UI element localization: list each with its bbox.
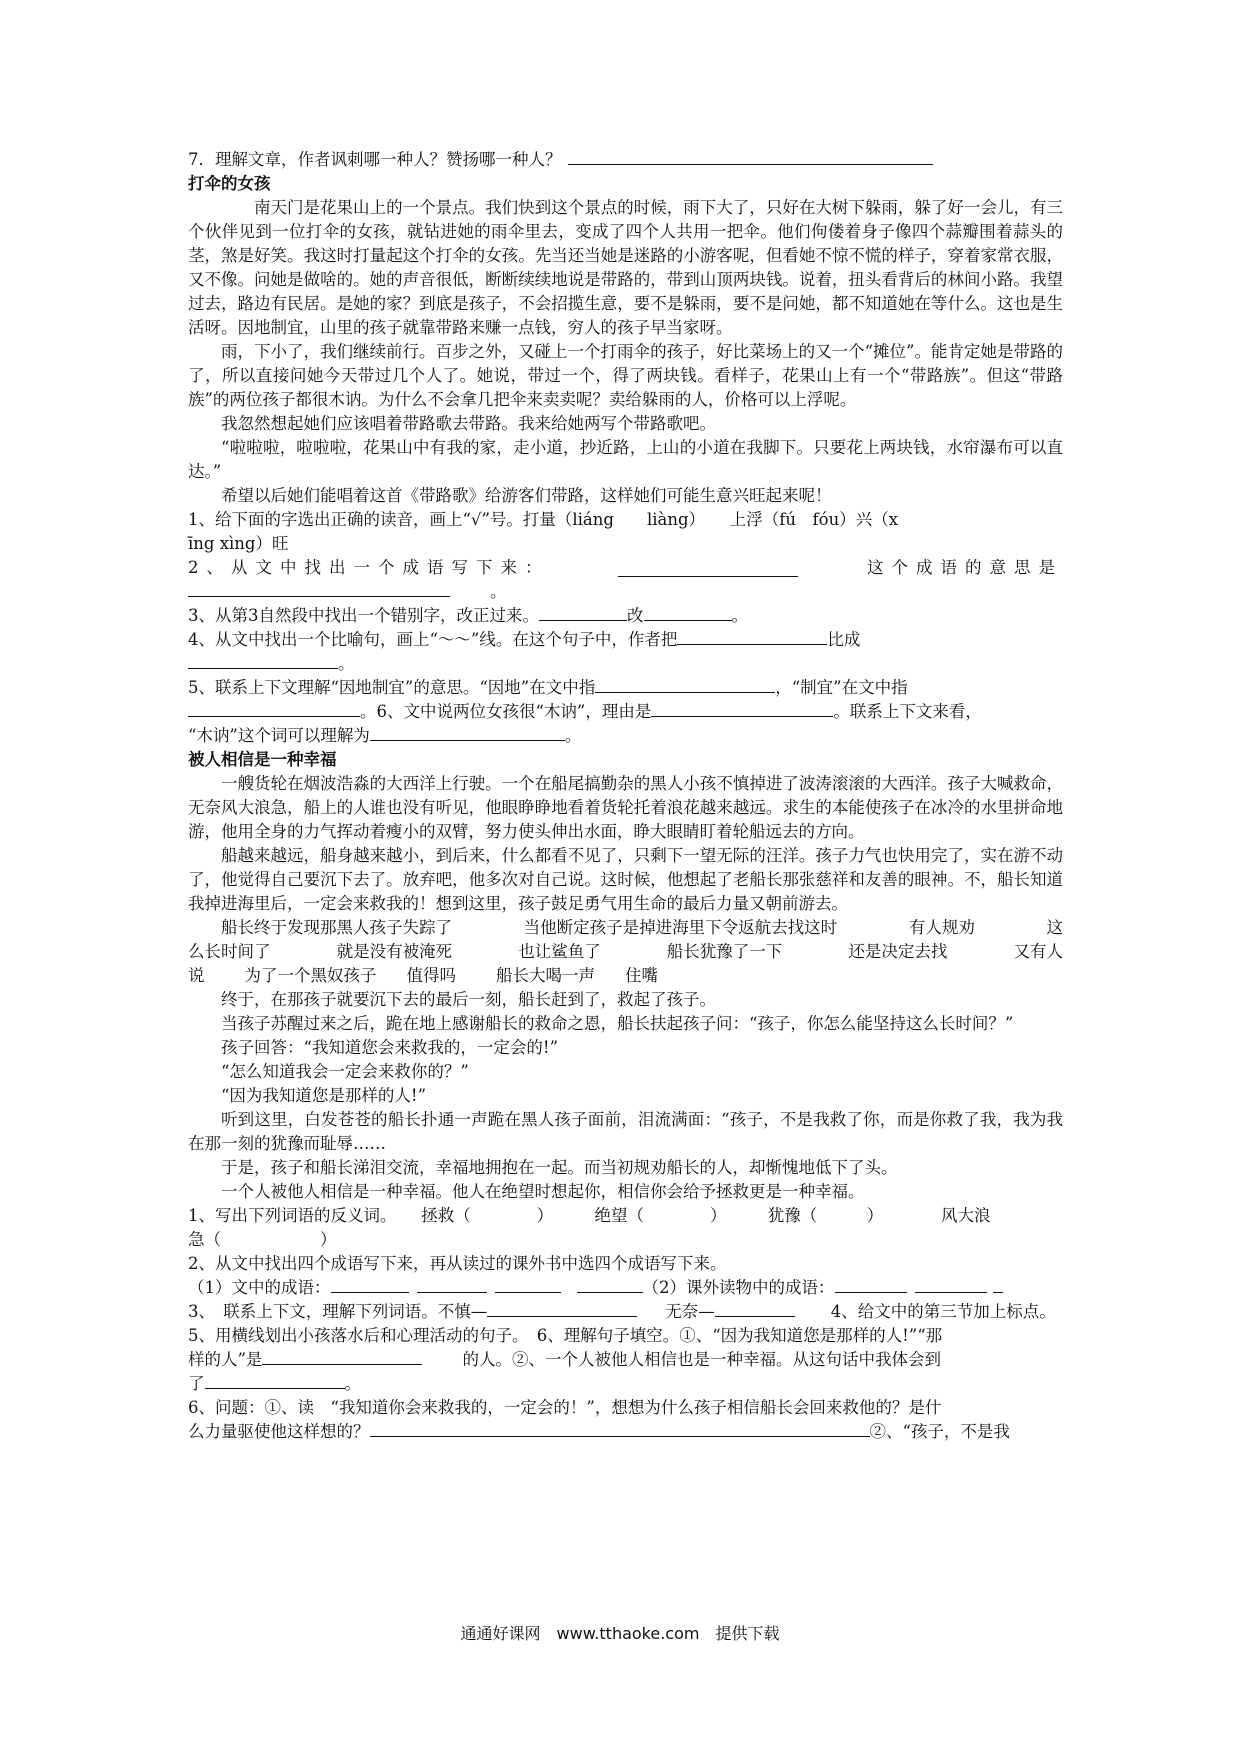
answer-blank (539, 604, 627, 621)
answer-blank (188, 700, 360, 717)
question-5-text-b: ，“制宜”在文中指 (775, 678, 908, 697)
question-6-text-c: ②、“孩子，不是我 (869, 1422, 1010, 1441)
question-1-line: 1、给下面的字选出正确的读音，画上“√”号。打量（liáng liàng） 上浮（fú fóu）兴（x (188, 510, 898, 529)
question-2-text-a: （1）文中的成语： (188, 1278, 331, 1297)
phrase: 船长犹豫了一下 (666, 942, 783, 961)
paragraph: 一艘货轮在烟波浩淼的大西洋上行驶。一个在船尾搞勤杂的黑人小孩不慎掉进了波涛滚滚的大西洋。孩子大喊救命，无奈风大浪急，船上的人谁也没有听见，他眼睁睁地看着货轮托着浪花越来越远。求生的本能使孩子在冰冷的水里拼命地游，他用全身的力气挥动着瘦小的双臂，努力使头伸出水面，睁大眼睛盯着轮船远去的方向。 (188, 774, 1063, 841)
question-2-text-b: 这个成语的意思是 (867, 558, 1063, 577)
question-3-text: 3、 联系上下文，理解下列词语。不慎— (188, 1302, 488, 1321)
section-title-trust: 被人相信是一种幸福 (188, 750, 337, 769)
answer-blank (262, 1348, 422, 1365)
question-6-line-2 (188, 1420, 1063, 1444)
answer-blank (495, 1276, 561, 1293)
answer-blank (568, 148, 933, 165)
question-4-text: 4、给文中的第三节加上标点。 (830, 1302, 1056, 1321)
answer-blank (993, 1276, 1003, 1293)
phrase: 住嘴 (625, 966, 658, 985)
paragraph: 于是，孩子和船长涕泪交流，幸福地拥抱在一起。而当初规劝船长的人，却惭愧地低下了头。 (221, 1158, 898, 1177)
question-2-text-b: （2）课外读物中的成语： (642, 1278, 835, 1297)
unpunctuated-line (188, 964, 1063, 988)
question-6-text-b: 么力量驱使他这样想的？ (188, 1422, 370, 1441)
question-2-text: 2、从文中找出一个成语写下来： (188, 558, 550, 577)
phrase: 有人规劝 (908, 918, 975, 937)
question-3-text: 3、从第3自然段中找出一个错别字，改正过来。 (188, 606, 539, 625)
paragraph: “怎么知道我会一定会来救你的？” (221, 1062, 469, 1081)
phrase: 说 (188, 966, 205, 985)
paragraph: “啦啦啦，啦啦啦，花果山中有我的家，走小道，抄近路，上山的小道在我脚下。只要花上两块钱，水帘瀑布可以直达。” (188, 438, 1063, 481)
question-5-line-2 (188, 1348, 1063, 1372)
question-5-line-3: 了 。 (188, 1374, 361, 1393)
question-2: 2、从文中找出四个成语写下来，再从读过的课外书中选四个成语写下来。 (188, 1254, 727, 1273)
answer-blank (644, 604, 732, 621)
paragraph: 雨，下小了，我们继续前行。百步之外，又碰上一个打雨伞的孩子，好比菜场上的又一个“摊位”。能肯定她是带路的了，所以直接问她今天带过几个人了。她说，带过一个，得了两块钱。看样子，花果山上有一个“带路族”。但这“带路族”的两位孩子都很木讷。为什么不会拿几把伞来卖卖呢？卖给躲雨的人，价格可以上浮呢。 (188, 342, 1063, 409)
answer-blank (915, 1276, 987, 1293)
answer-blank (677, 628, 827, 645)
unpunctuated-line (188, 940, 1063, 964)
question-4-text-b: 比成 (827, 630, 861, 649)
answer-blank (370, 724, 565, 741)
phrase: 就是没有被淹死 (336, 942, 453, 961)
paragraph: 孩子回答：“我知道您会来救我的，一定会的!” (221, 1038, 559, 1057)
question-2-blanks (188, 1276, 1063, 1300)
question-6-line-2: “木讷”这个词可以理解为 。 (188, 726, 582, 745)
answer-blank (618, 560, 798, 577)
page-footer: 通通好课网 www.tthaoke.com 提供下载 (460, 1624, 780, 1643)
paragraph: 希望以后她们能唱着这首《带路歌》给游客们带路，这样她们可能生意兴旺起来呢！ (221, 486, 832, 505)
question-3 (188, 1300, 1063, 1324)
phrase: 船长大喝一声 (496, 966, 595, 985)
question-4-line-2: 。 (188, 652, 1063, 676)
question-5: 5、用横线划出小孩落水后和心理活动的句子。 6、理解句子填空。①、“因为我知道您是那样的人!”“那 (188, 1326, 943, 1345)
answer-blank (715, 1300, 795, 1317)
question-4 (188, 628, 1063, 652)
question-6-text: 。6、文中说两位女孩很“木讷”，理由是 (360, 702, 652, 721)
answer-blank (188, 580, 450, 597)
answer-blank (370, 1420, 870, 1437)
question-2 (188, 556, 1063, 580)
paragraph: 船越来越远，船身越来越小，到后来，什么都看不见了，只剩下一望无际的汪洋。孩子力气也快用完了，实在游不动了，他觉得自己要沉下去了。放弃吧，他多次对自己说。这时候，他想起了老船长那张慈祥和友善的眼神。不，船长知道我掉进海里后，一定会来救我的！想到这里，孩子鼓足勇气用生命的最后力量又朝前游去。 (188, 846, 1063, 913)
phrase: 还是决定去找 (848, 942, 948, 961)
question-1-line: 1、写出下列词语的反义词。 拯救（ ） 绝望（ ） 犹豫（ ） 风大浪 (188, 1206, 991, 1225)
phrase: 又有人 (1013, 942, 1063, 961)
question-6: 6、问题：①、读 “我知道你会来救我的，一定会的！”，想想为什么孩子相信船长会回来救他的？是什 (188, 1398, 942, 1417)
phrase: 当他断定孩子是掉进海里下令返航去找这时 (523, 918, 838, 937)
question-3-text-b: 无奈— (665, 1302, 715, 1321)
phrase: 船长终于发现那黑人孩子失踪了 (221, 918, 452, 937)
paragraph: 听到这里，白发苍苍的船长扑通一声跪在黑人孩子面前，泪流满面：“孩子，不是我救了你，而是你救了我，我为我在那一刻的犹豫而耻辱…… (188, 1110, 1063, 1153)
question-6-text: 样的人”是 (188, 1350, 263, 1369)
question-1-line: 急（ ） (188, 1230, 337, 1249)
paragraph: 一个人被他人相信是一种幸福。他人在绝望时想起你，相信你会给予拯救更是一种幸福。 (221, 1182, 865, 1201)
question-3: 3、从第3自然段中找出一个错别字，改正过来。 改 。 (188, 606, 748, 625)
question-1-line: īng xìng）旺 (188, 534, 289, 553)
answer-blank (417, 1276, 487, 1293)
answer-blank (188, 652, 338, 669)
unpunctuated-line (188, 916, 1063, 940)
question-7 (188, 148, 1063, 172)
question-6-text-b: 。联系上下文来看， (833, 702, 982, 721)
question-5-text: 5、联系上下文理解“因地制宜”的意思。“因地”在文中指 (188, 678, 596, 697)
question-7-text: 7．理解文章，作者讽刺哪一种人？赞扬哪一种人？ (188, 150, 562, 169)
answer-blank (205, 1372, 345, 1389)
paragraph: 当孩子苏醒过来之后，跪在地上感谢船长的救命之恩，船长扶起孩子问：“孩子，你怎么能坚持这么长时间？” (221, 1014, 1014, 1033)
question-4-text: 4、从文中找出一个比喻句，画上“～～”线。在这个句子中，作者把 (188, 630, 678, 649)
answer-blank (595, 676, 775, 693)
question-6-text-b: 的人。②、一个人被他人相信也是一种幸福。从这句话中我体会到 (462, 1350, 941, 1369)
question-6-text-c: “木讷”这个词可以理解为 (188, 726, 370, 745)
paragraph: 南天门是花果山上的一个景点。我们快到这个景点的时候，雨下大了，只好在大树下躲雨，躲了好一会儿，有三个伙伴见到一位打伞的女孩，就钻进她的雨伞里去，变成了四个人共用一把伞。他们佝偻着身子像四个蒜瓣围着蒜头的茎，煞是好笑。我这时打量起这个打伞的女孩。先当还当她是迷路的小游客呢，但看她不惊不慌的样子，穿着家常衣服，又不像。问她是做啥的。她的声音很低，断断续续地说是带路的，带到山顶两块钱。说着，扭头看背后的林间小路。我望过去，路边有民居。是她的家？到底是孩子，不会招揽生意，要不是躲雨，要不是问她，都不知道她在等什么。这也是生活呀。因地制宜，山里的孩子就靠带路来赚一点钱，穷人的孩子早当家呀。 (188, 198, 1063, 337)
phrase: 值得吗 (406, 966, 456, 985)
section-title-umbrella-girl: 打伞的女孩 (188, 174, 271, 193)
answer-blank (651, 700, 833, 717)
question-3-text-b: 改 (627, 606, 644, 625)
paragraph: 终于，在那孩子就要沉下去的最后一刻，船长赶到了，救起了孩子。 (221, 990, 716, 1009)
document-page (188, 148, 1063, 1444)
paragraph: 我忽然想起她们应该唱着带路歌去带路。我来给她两写个带路歌吧。 (221, 414, 716, 433)
answer-blank (577, 1276, 643, 1293)
answer-blank (487, 1300, 637, 1317)
answer-blank (331, 1276, 409, 1293)
answer-blank (835, 1276, 907, 1293)
phrase: 这 (1046, 918, 1063, 937)
question-2-line-2: 。 (188, 580, 1063, 604)
phrase: 为了一个黑奴孩子 (244, 966, 377, 985)
phrase: 也让鲨鱼了 (518, 942, 601, 961)
question-5-line-2 (188, 700, 1063, 724)
question-6-text-c: 了 (188, 1374, 205, 1393)
phrase: 么长时间了 (188, 942, 271, 961)
question-5 (188, 676, 1063, 700)
paragraph: “因为我知道您是那样的人!” (221, 1086, 427, 1105)
